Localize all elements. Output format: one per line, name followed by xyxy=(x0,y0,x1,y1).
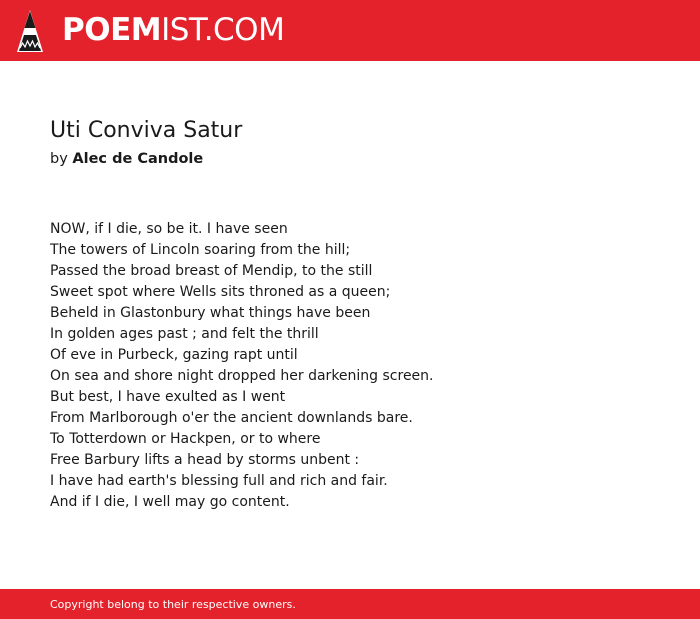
poem-line: To Totterdown or Hackpen, or to where xyxy=(50,431,321,447)
poem-line: Of eve in Purbeck, gazing rapt until xyxy=(50,347,298,363)
poem-line: But best, I have exulted as I went xyxy=(50,389,286,405)
poem-line: Free Barbury lifts a head by storms unbent : xyxy=(50,452,360,468)
poem-title: Uti Conviva Satur xyxy=(50,118,243,143)
poem-line: I have had earth's blessing full and rich and fair. xyxy=(50,473,388,489)
logo-text-bold: POEM xyxy=(62,12,162,48)
poem-line: The towers of Lincoln soaring from the hill; xyxy=(50,242,351,258)
poem-line: And if I die, I well may go content. xyxy=(50,494,290,510)
site-footer xyxy=(0,589,700,619)
byline xyxy=(50,149,203,169)
copyright-text: Copyright belong to their respective owners. xyxy=(50,598,296,611)
poem-line: On sea and shore night dropped her darkening screen. xyxy=(50,368,434,384)
site-logo[interactable] xyxy=(62,11,284,49)
poem-line: NOW, if I die, so be it. I have seen xyxy=(50,221,288,237)
byline-prefix: by xyxy=(50,151,68,167)
poem-line: From Marlborough o'er the ancient downlands bare. xyxy=(50,410,413,426)
site-header xyxy=(0,0,700,61)
poem-line: Beheld in Glastonbury what things have been xyxy=(50,305,371,321)
poem-line: Passed the broad breast of Mendip, to the still xyxy=(50,263,373,279)
poem-line: Sweet spot where Wells sits throned as a queen; xyxy=(50,284,391,300)
author-name: Alec de Candole xyxy=(72,151,204,167)
logo-text-light: IST.COM xyxy=(161,12,285,48)
poem-line: In golden ages past ; and felt the thrill xyxy=(50,326,319,342)
pencil-icon[interactable] xyxy=(17,10,43,52)
poem-body xyxy=(50,219,650,513)
